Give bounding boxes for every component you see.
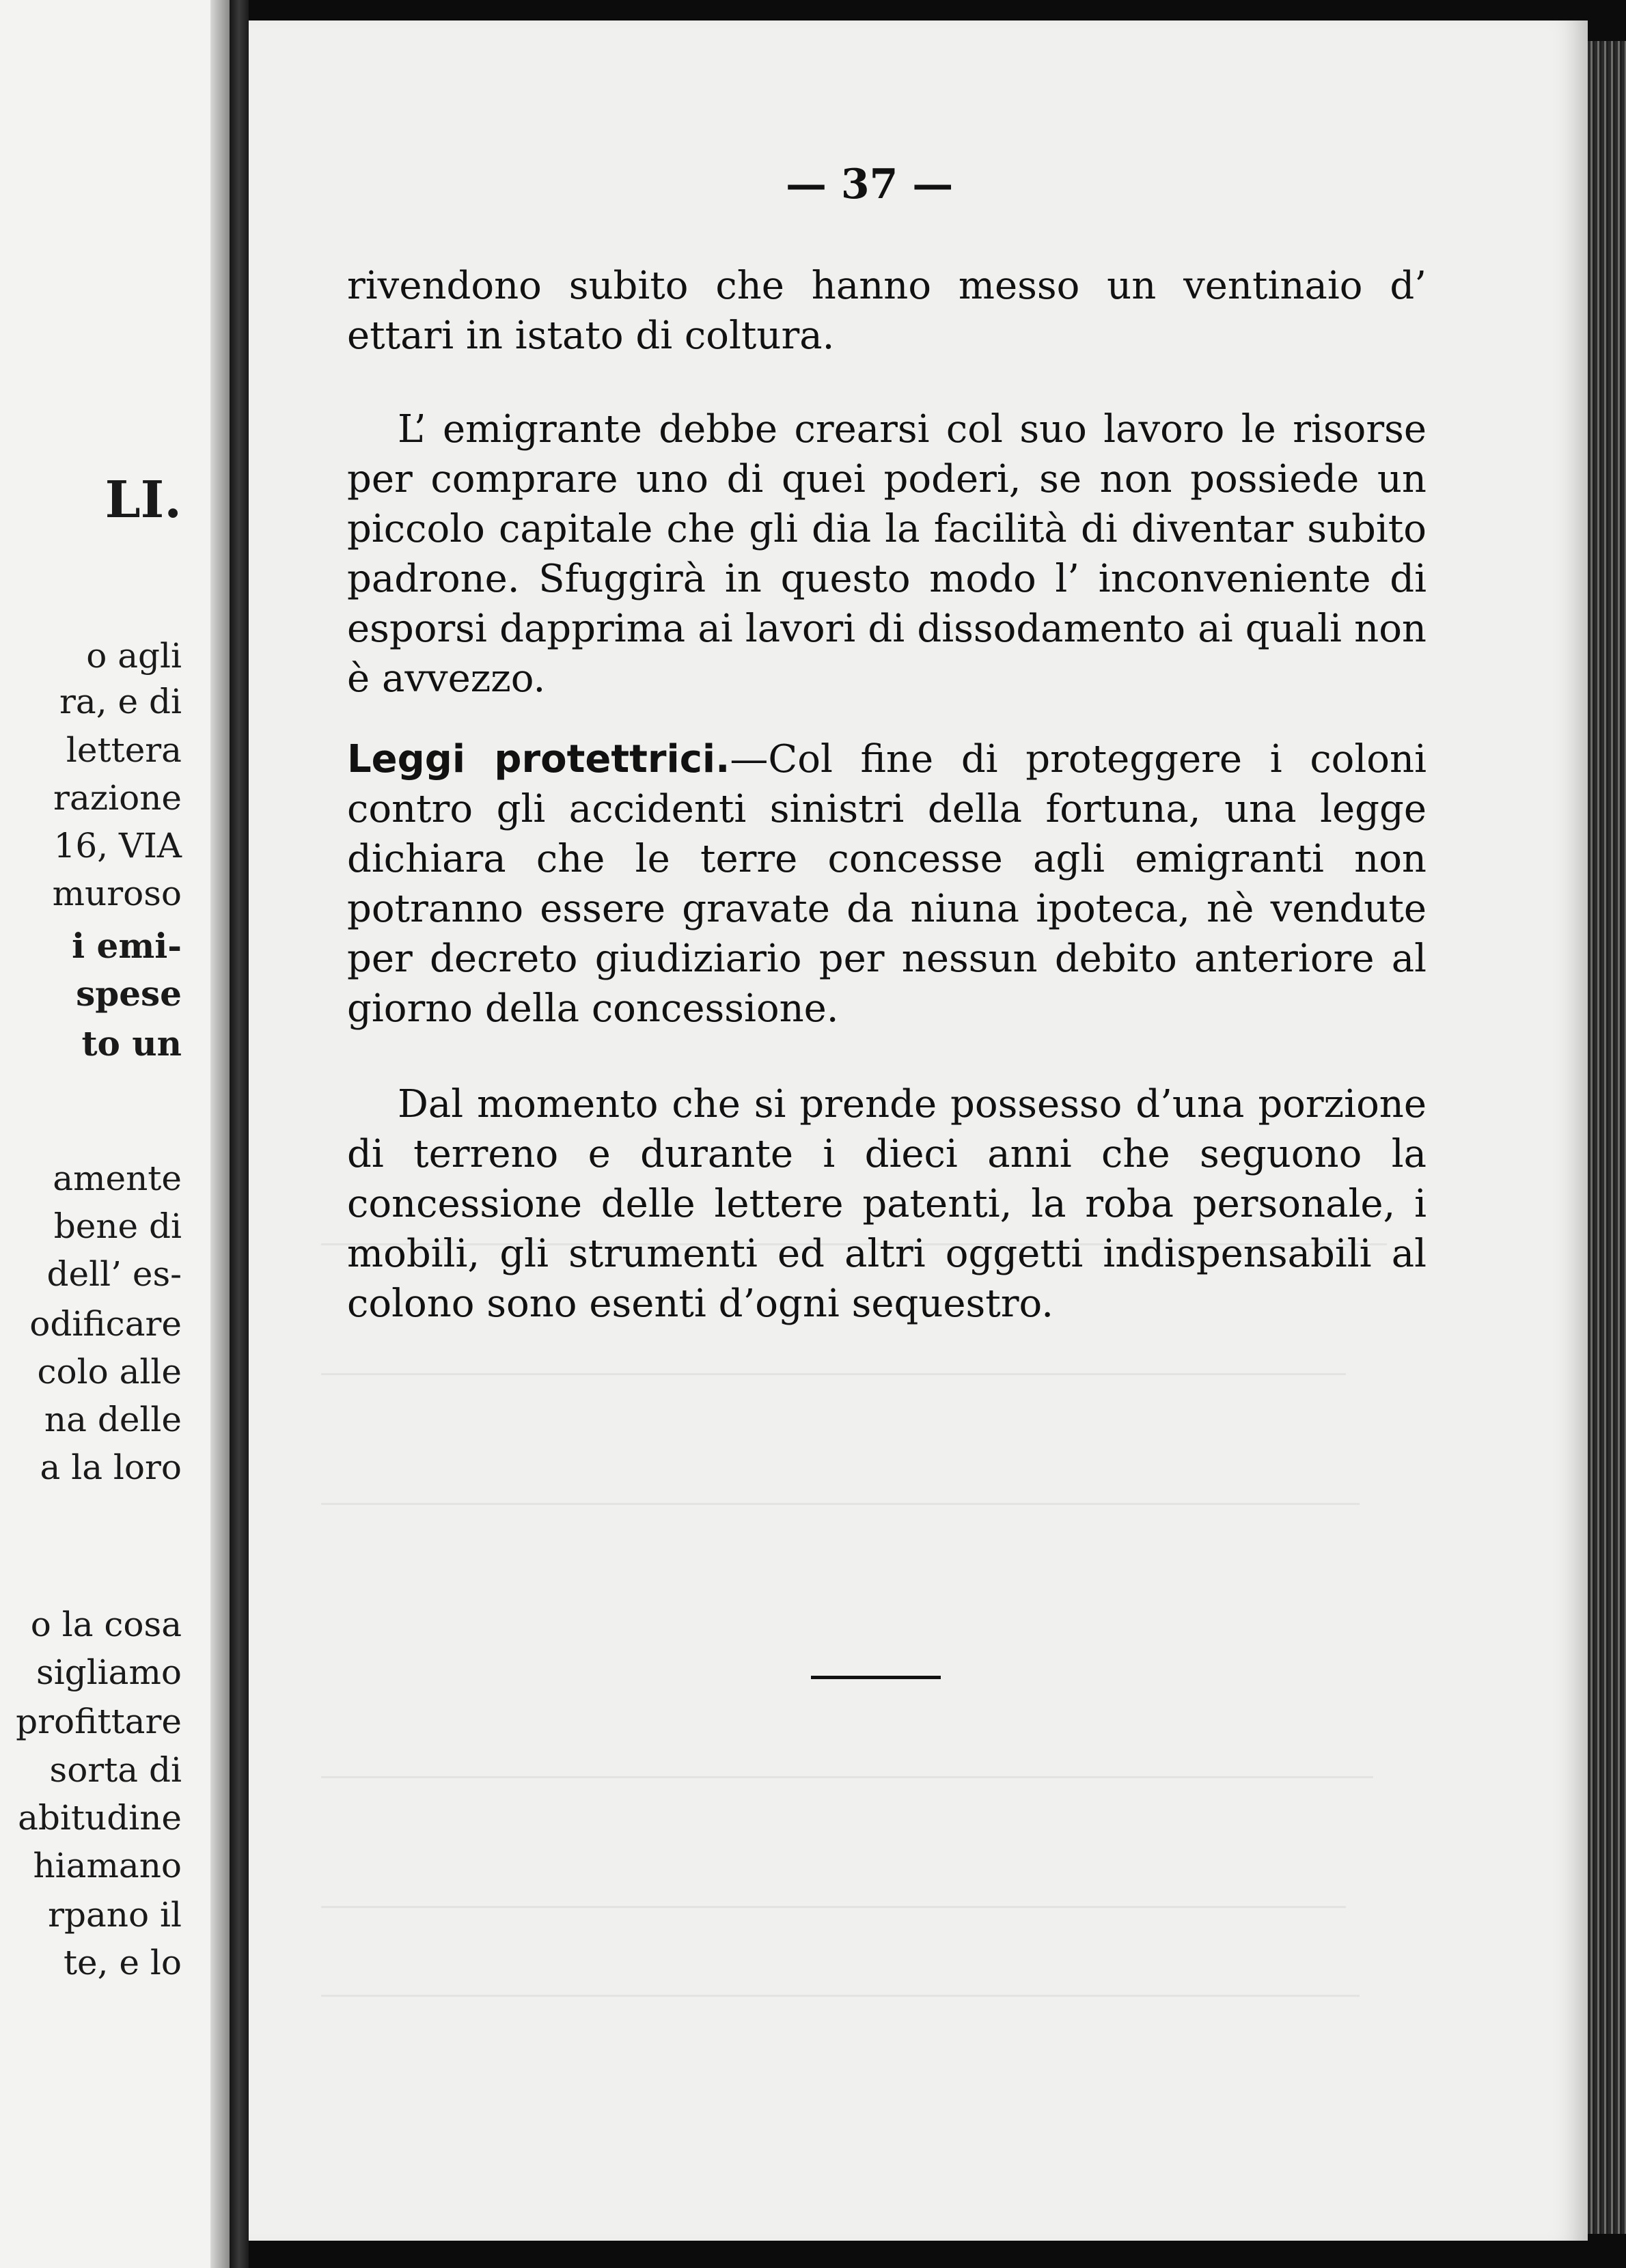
left-page-line: rpano il xyxy=(48,1895,182,1935)
paragraph-leggi-protettrici xyxy=(347,734,1427,1034)
left-page-line: a la loro xyxy=(40,1448,182,1487)
left-page-line: o agli xyxy=(86,636,182,676)
left-page-line: odificare xyxy=(29,1304,182,1344)
left-page-line: profittare xyxy=(16,1702,182,1741)
left-page-line: abitudine xyxy=(18,1798,182,1838)
show-through-line xyxy=(321,1776,1373,1778)
left-page-line: te, e lo xyxy=(63,1943,182,1982)
section-heading: Leggi protettrici. xyxy=(347,737,730,782)
left-page-line: sigliamo xyxy=(36,1652,182,1692)
left-page-line: muroso xyxy=(52,874,182,913)
left-page-line: sorta di xyxy=(49,1750,182,1790)
left-page-line: razione xyxy=(53,778,182,818)
paragraph-body: —Col fine di proteggere i coloni contro gli accidenti sinistri della fortuna, una legge dichiara che le terre concesse agli emigranti non potranno essere gravate da niuna ipoteca, nè vendute per decreto giudiziario per nessun debito anteriore al giorno della concessione. xyxy=(347,737,1427,1031)
show-through-line xyxy=(321,1906,1346,1908)
left-page-line: hiamano xyxy=(33,1846,182,1885)
left-page-gutter xyxy=(210,0,230,2268)
left-page-line: amente xyxy=(53,1159,182,1198)
left-page-line: colo alle xyxy=(37,1352,182,1392)
paragraph-emigrante: L’ emigrante debbe crearsi col suo lavoro le risorse per comprare uno di quei poderi, se non possiede un piccolo capitale che gli dia la facilità di diventar subito padrone. Sfuggirà in questo modo l’ inconveniente di esporsi dapprima ai lavori di dissodamento ai quali non è avvezzo. xyxy=(347,407,1427,701)
left-page-line: LI. xyxy=(105,471,182,529)
show-through-line xyxy=(321,1373,1346,1375)
left-page-line: ra, e di xyxy=(59,682,182,721)
left-page-line: lettera xyxy=(66,730,182,770)
left-page-line: na delle xyxy=(44,1400,182,1439)
page-edges xyxy=(1588,41,1626,2234)
book-spine xyxy=(230,0,249,2268)
section-rule xyxy=(811,1676,941,1679)
left-facing-page xyxy=(0,0,230,2268)
left-page-line: bene di xyxy=(53,1206,182,1246)
show-through-line xyxy=(321,1995,1360,1997)
left-page-line: 16, VIA xyxy=(53,826,182,866)
left-page-line: dell’ es- xyxy=(46,1254,182,1294)
left-page-line: to un xyxy=(81,1023,182,1064)
page-number: — 37 — xyxy=(786,161,954,208)
left-page-line: spese xyxy=(76,973,182,1014)
left-page-line: o la cosa xyxy=(30,1605,182,1644)
paragraph-possesso: Dal momento che si prende possesso d’una porzione di terreno e durante i dieci anni che seguono la concessione delle lettere patenti, la roba personale, i mobili, gli strumenti ed altri oggetti indispensabili al colono sono esenti d’ogni sequestro. xyxy=(347,1082,1427,1326)
paragraph-continuation: rivendono subito che hanno messo un ventinaio d’ ettari in istato di coltura. xyxy=(347,264,1427,358)
show-through-line xyxy=(321,1503,1360,1505)
left-page-line: i emi- xyxy=(72,926,182,966)
